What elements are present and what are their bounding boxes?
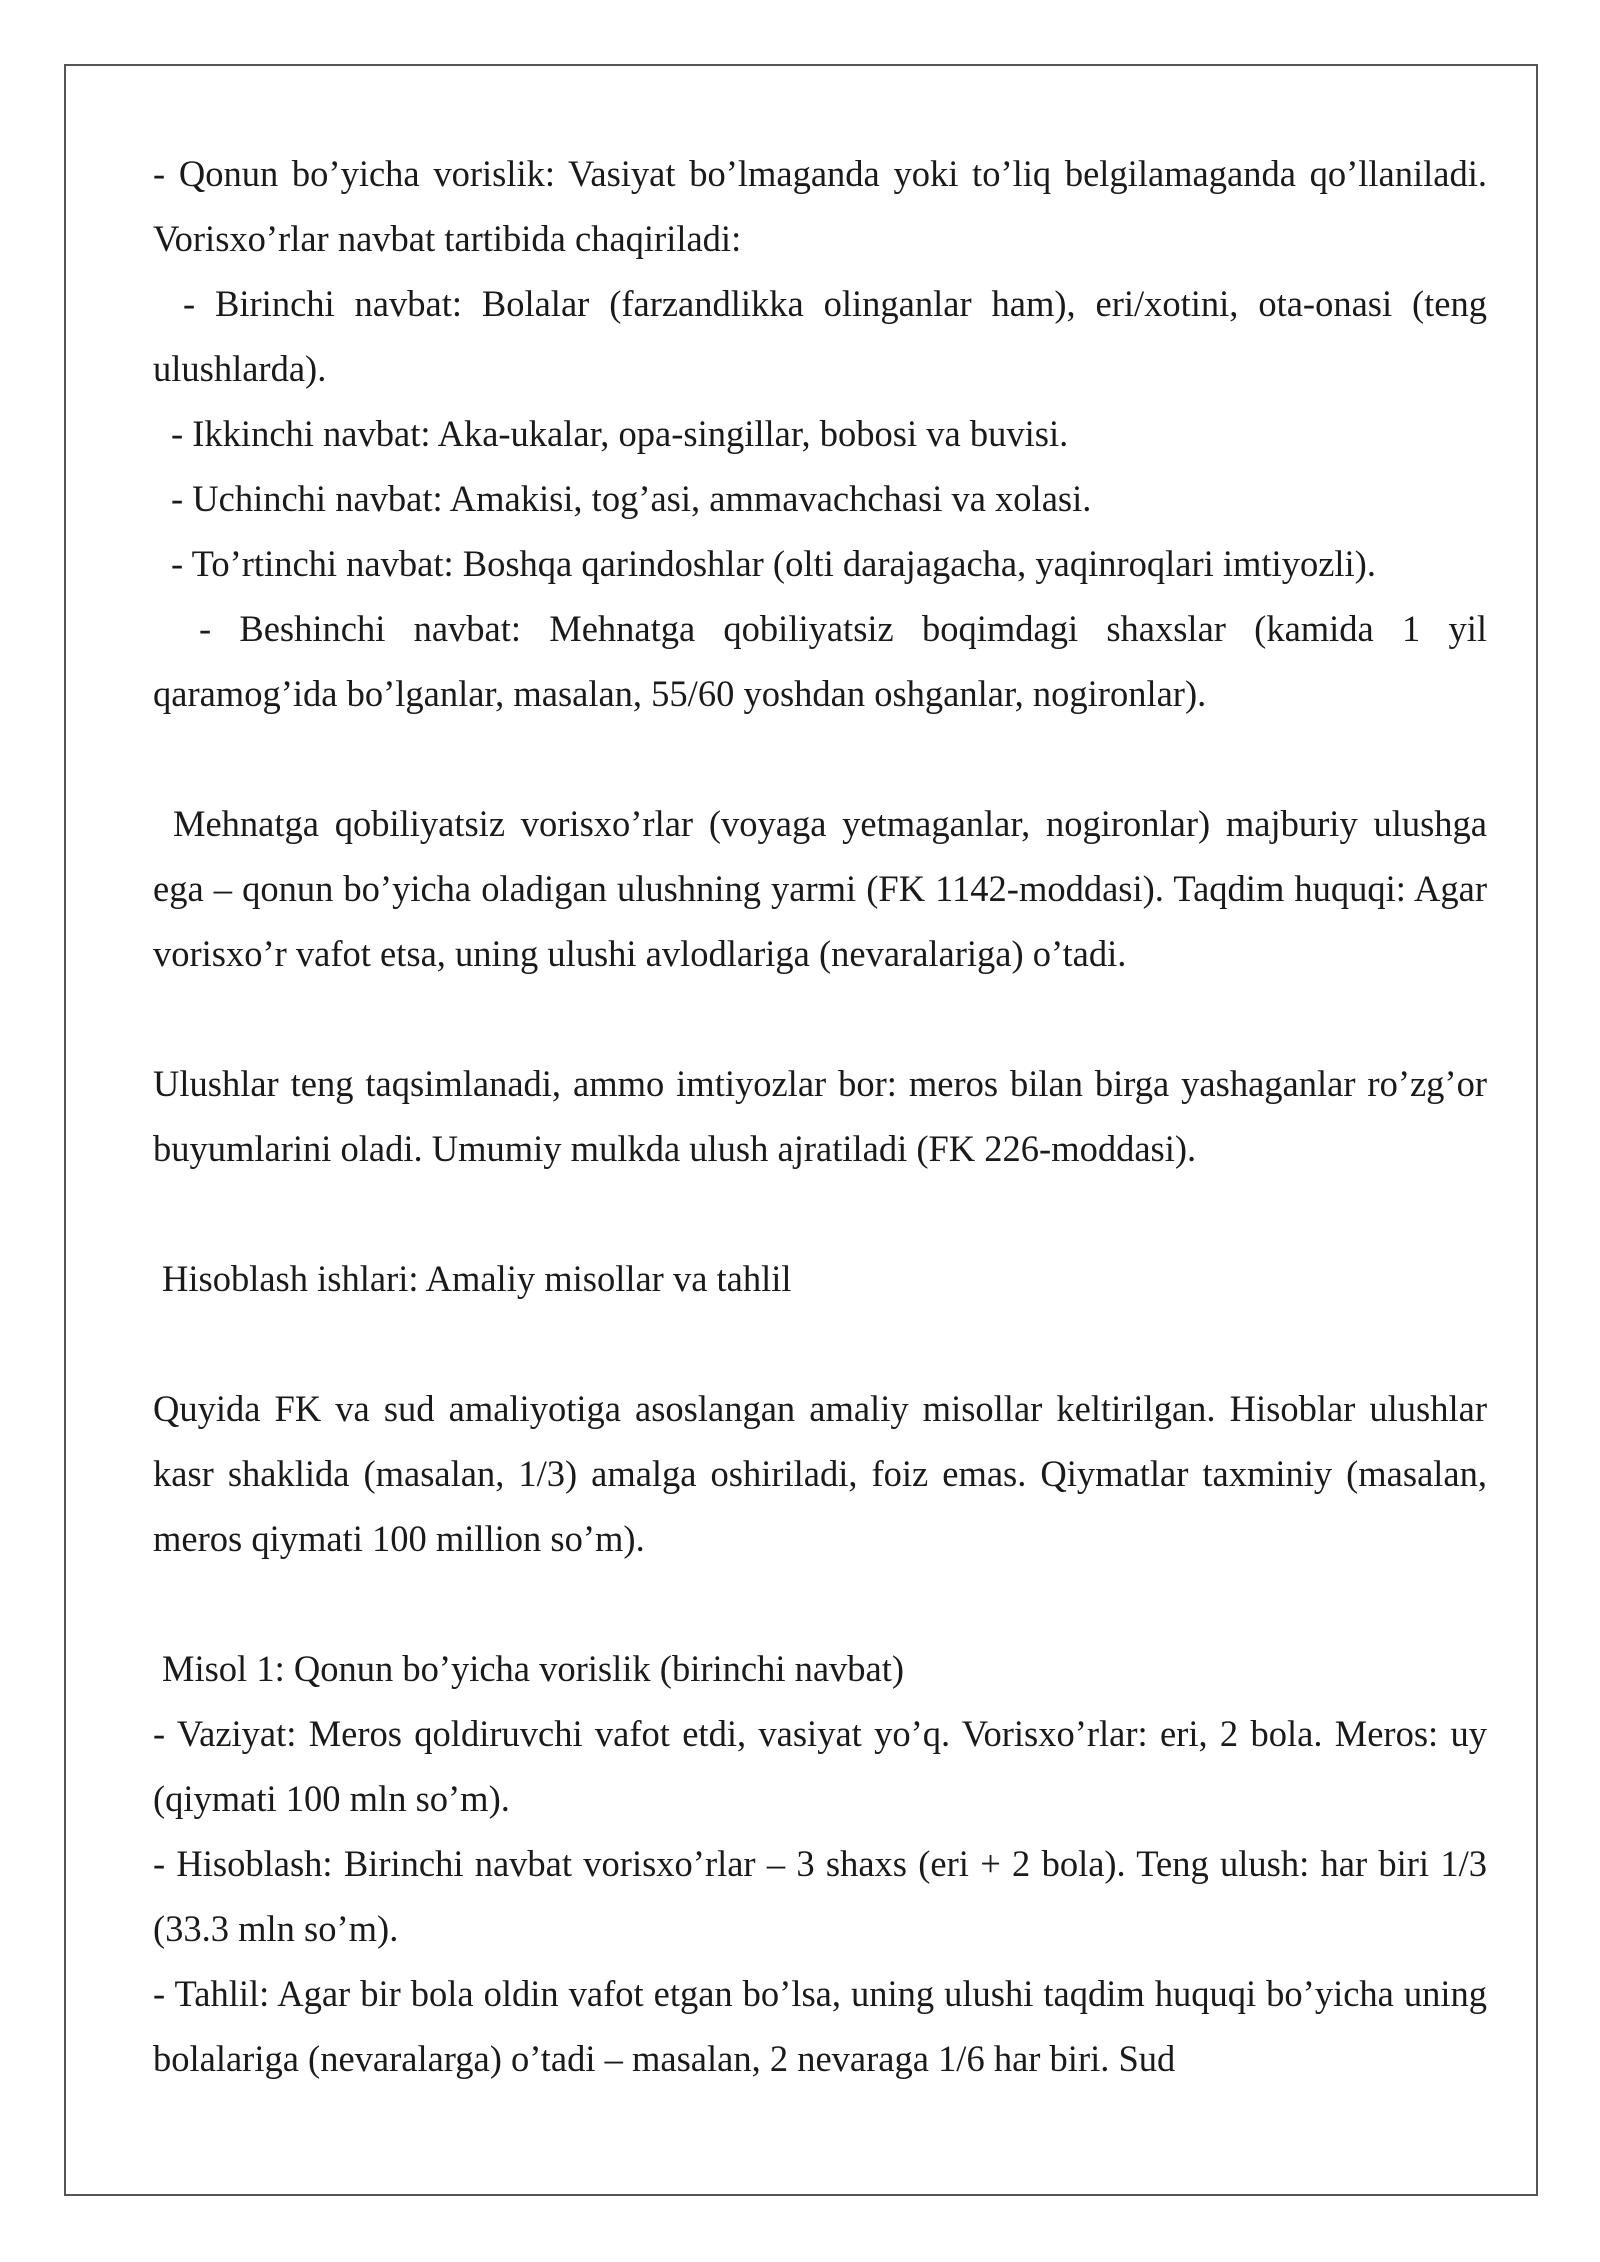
paragraph: - Tahlil: Agar bir bola oldin vafot etgan bo’lsa, uning ulushi taqdim huquqi bo’yicha uning bolalariga (nevaralarga) o’tadi – masalan, 2 nevaraga 1/6 har biri. Sud (153, 1973, 1487, 2079)
document-body (153, 141, 1487, 2091)
paragraph: Ulushlar teng taqsimlanadi, ammo imtiyozlar bor: meros bilan birga yashaganlar ro’zg’or buyumlarini oladi. Umumiy mulkda ulush ajratiladi (FK 226-moddasi). (153, 1063, 1487, 1169)
paragraph-gap (153, 726, 1487, 791)
paragraph: - Ikkinchi navbat: Aka-ukalar, opa-singillar, bobosi va buvisi. (171, 413, 1069, 454)
paragraph: Mehnatga qobiliyatsiz vorisxo’rlar (voyaga yetmaganlar, nogironlar) majburiy ulushga ega – qonun bo’yicha oladigan ulushning yarmi (FK 1142-moddasi). Taqdim huquqi: Agar vorisxo’r vafot etsa, uning ulushi avlodlariga (nevaralariga) o’tadi. (153, 803, 1487, 974)
paragraph: - Hisoblash: Birinchi navbat vorisxo’rlar – 3 shaxs (eri + 2 bola). Teng ulush: har biri 1/3 (33.3 mln so’m). (153, 1843, 1487, 1949)
paragraph: - Vaziyat: Meros qoldiruvchi vafot etdi, vasiyat yo’q. Vorisxo’rlar: eri, 2 bola. Meros: uy (qiymati 100 mln so’m). (153, 1713, 1487, 1819)
section-heading: Hisoblash ishlari: Amaliy misollar va tahlil (162, 1258, 792, 1299)
paragraph-gap (153, 1181, 1487, 1246)
paragraph: - Beshinchi navbat: Mehnatga qobiliyatsiz boqimdagi shaxslar (kamida 1 yil qaramog’ida bo’lganlar, masalan, 55/60 yoshdan oshganlar, nogironlar). (153, 608, 1487, 714)
paragraph-gap (153, 1571, 1487, 1636)
paragraph: - Birinchi navbat: Bolalar (farzandlikka olinganlar ham), eri/xotini, ota-onasi (teng ulushlarda). (153, 283, 1487, 389)
paragraph-gap (153, 986, 1487, 1051)
example-heading: Misol 1: Qonun bo’yicha vorislik (birinchi navbat) (162, 1648, 905, 1689)
paragraph: - Qonun bo’yicha vorislik: Vasiyat bo’lmaganda yoki to’liq belgilamaganda qo’llaniladi. Vorisxo’rlar navbat tartibida chaqiriladi: (153, 153, 1487, 259)
paragraph: - Uchinchi navbat: Amakisi, tog’asi, ammavachchasi va xolasi. (171, 478, 1092, 519)
paragraph: - To’rtinchi navbat: Boshqa qarindoshlar (olti darajagacha, yaqinroqlari imtiyozli). (171, 543, 1376, 584)
paragraph-gap (153, 1311, 1487, 1376)
paragraph: Quyida FK va sud amaliyotiga asoslangan amaliy misollar keltirilgan. Hisoblar ulushlar kasr shaklida (masalan, 1/3) amalga oshiriladi, foiz emas. Qiymatlar taxminiy (masalan, meros qiymati 100 million so’m). (153, 1388, 1487, 1559)
